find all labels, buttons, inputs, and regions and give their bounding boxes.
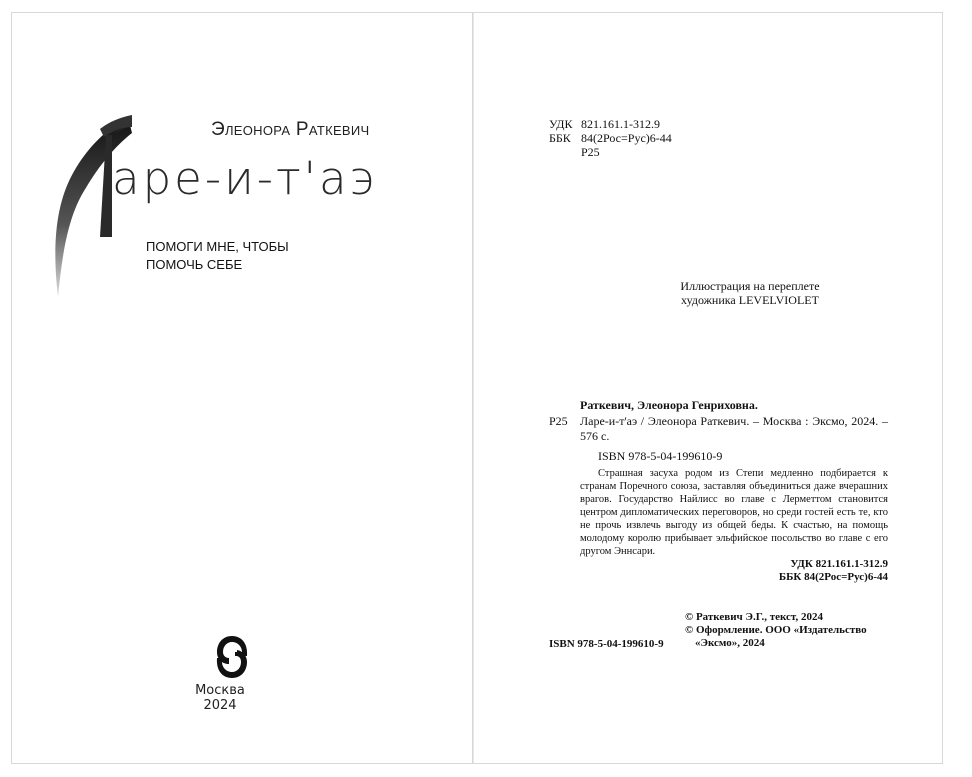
imprint-city-year <box>0 683 440 713</box>
subtitle-line-1: ПОМОГИ МНЕ, ЧТОБЫ <box>146 239 289 254</box>
title-text: аре-и-т'аэ <box>112 152 378 205</box>
code-key <box>549 145 581 159</box>
city: Москва <box>195 683 245 698</box>
code-key: ББК <box>549 131 571 145</box>
eksmo-logo-icon <box>215 634 249 680</box>
subtitle <box>146 238 289 274</box>
year: 2024 <box>203 698 237 713</box>
code-value: 84(2Рос=Рус)6-44 <box>581 131 672 145</box>
bib-heading: Раткевич, Элеонора Генриховна. <box>580 398 758 412</box>
annotation: Страшная засуха родом из Степи медленно подбирается к странам Поречного союза, заставляя объединиться даже вчерашних врагов. Государство Найлисс во главе с Лерметтом становится центром дипломатических переговоров, но среди гостей есть те, кто не прочь извлечь выгоду из общей беды. К счастью, на помощь молодому королю прибывает эльфийское посольство во главе с его другом Эннсари. <box>580 468 888 557</box>
code-key: УДК <box>549 117 573 131</box>
classification-codes <box>549 117 672 159</box>
bbk-bottom: ББК 84(2Рос=Рус)6-44 <box>778 571 888 583</box>
book-title <box>40 105 440 305</box>
code-value: Р25 <box>581 145 600 159</box>
illustration-line-2: художника LEVELVIOLET <box>681 293 819 307</box>
code-row <box>549 117 672 131</box>
subtitle-line-2: ПОМОЧЬ СЕБЕ <box>146 257 243 272</box>
copyright <box>685 611 867 650</box>
copyright-line-2: © Оформление. ООО «Издательство <box>685 624 867 636</box>
copyright-line-3: «Эксмо», 2024 <box>695 637 765 649</box>
illustration-credit <box>560 279 940 307</box>
isbn-bottom: ISBN 978-5-04-199610-9 <box>549 638 664 650</box>
right-page <box>473 12 943 764</box>
isbn-line: ISBN 978-5-04-199610-9 <box>598 449 723 463</box>
classification-bottom <box>580 558 888 584</box>
title-initial-letter <box>40 105 150 305</box>
illustration-line-1: Иллюстрация на переплете <box>680 279 820 293</box>
copyright-line-1: © Раткевич Э.Г., текст, 2024 <box>685 611 824 623</box>
bib-author-mark: Р25 <box>549 414 568 428</box>
code-value: 821.161.1-312.9 <box>581 117 660 131</box>
author-name: Элеонора Раткевич <box>211 119 370 140</box>
code-row <box>549 145 672 159</box>
bib-description: Ларе-и-т'аэ / Элеонора Раткевич. – Москва : Эксмо, 2024. – 576 с. <box>580 414 888 443</box>
udk-bottom: УДК 821.161.1-312.9 <box>790 558 888 570</box>
code-row <box>549 131 672 145</box>
